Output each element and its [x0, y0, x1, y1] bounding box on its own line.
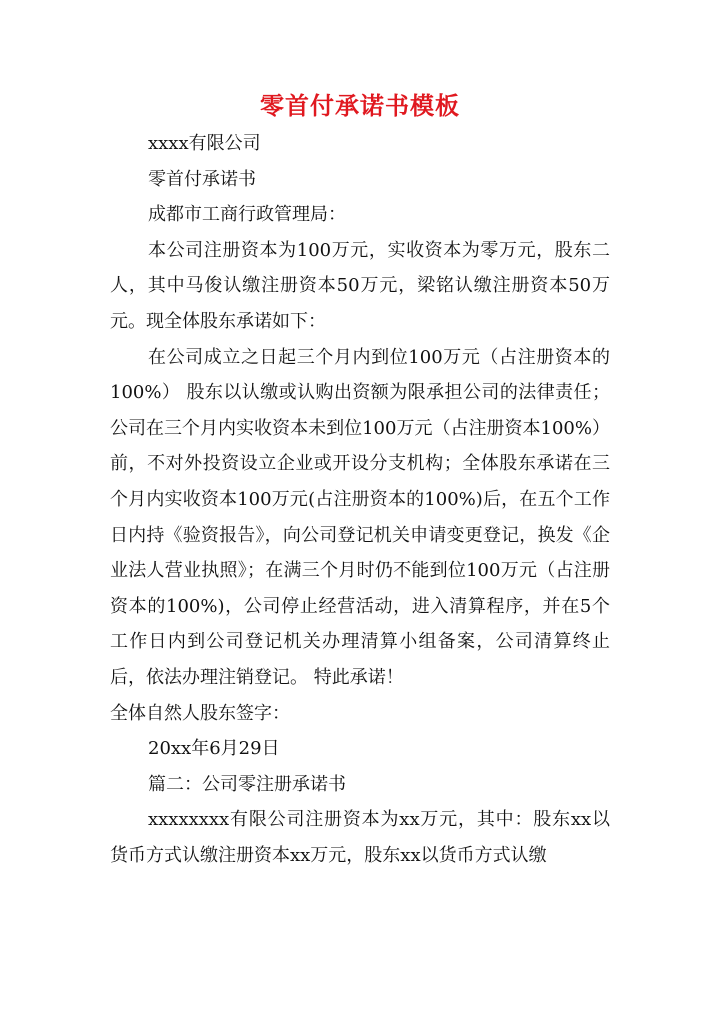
paragraph-capital-statement: 本公司注册资本为100万元，实收资本为零万元，股东二人，其中马俊认缴注册资本50万元，梁铭认缴注册资本50万元。现全体股东承诺如下：: [110, 239, 610, 332]
paragraph-section-two-heading: 篇二：公司零注册承诺书: [148, 773, 346, 795]
paragraph-addressee: 成都市工商行政管理局：: [148, 204, 346, 226]
paragraph-date: 20xx年6月29日: [148, 738, 280, 760]
paragraph-signature: 全体自然人股东签字：: [110, 702, 290, 724]
document-body: [110, 126, 610, 873]
paragraph-section-two-body: xxxxxxxx有限公司注册资本为xx万元，其中：股东xx以货币方式认缴注册资本xx万元，股东xx以货币方式认缴: [110, 809, 610, 866]
paragraph-doc-name: 零首付承诺书: [148, 168, 256, 190]
document-title: 零首付承诺书模板: [260, 91, 460, 120]
paragraph-commitment: 在公司成立之日起三个月内到位100万元（占注册资本的100%） 股东以认缴或认购出资额为限承担公司的法律责任；公司在三个月内实收资本未到位100万元（占注册资本100%）前，不对外投资设立企业或开设分支机构；全体股东承诺在三个月内实收资本100万元(占注册资本的100%)后，在五个工作日内持《验资报告》，向公司登记机关申请变更登记，换发《企业法人营业执照》；在满三个月时仍不能到位100万元（占注册资本的100%)，公司停止经营活动，进入清算程序，并在5个工作日内到公司登记机关办理清算小组备案，公司清算终止后，依法办理注销登记。 特此承诺！: [110, 346, 610, 688]
paragraph-company-name: xxxx有限公司: [148, 133, 261, 154]
